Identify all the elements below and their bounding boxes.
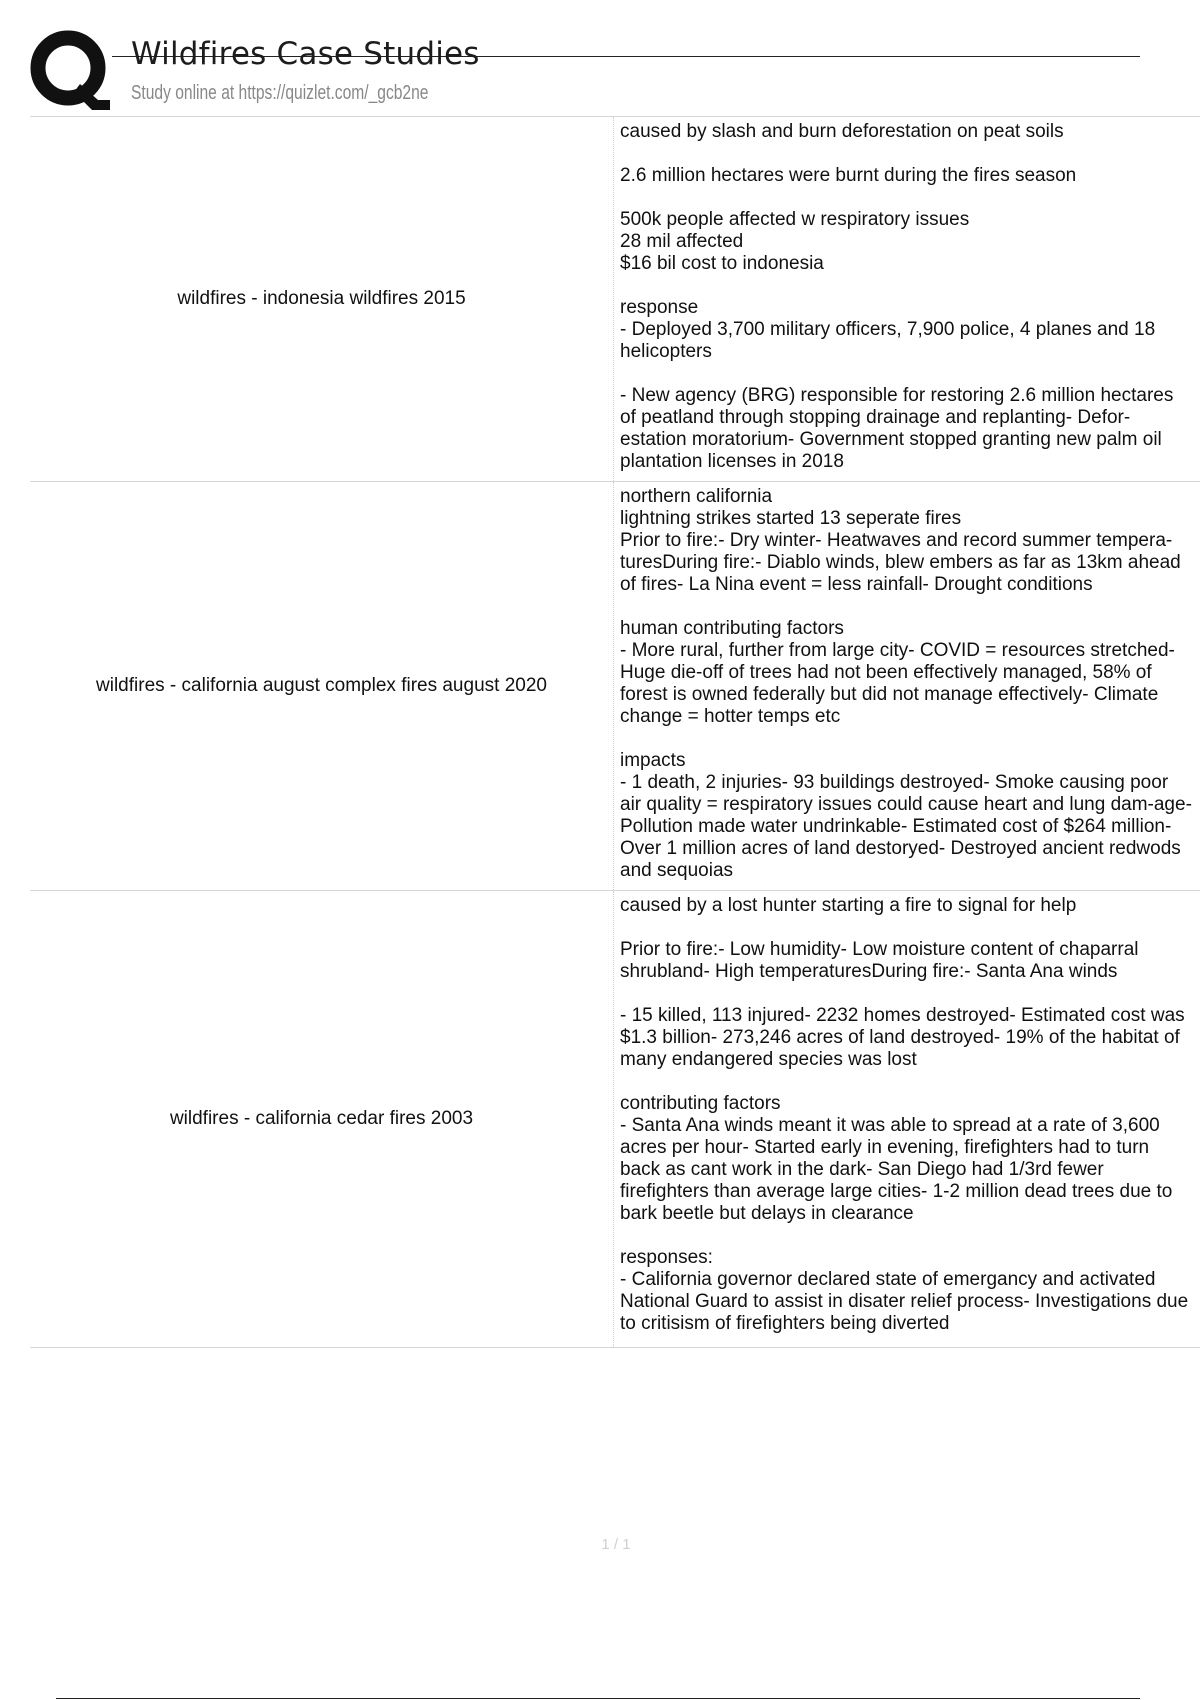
flashcard-term: wildfires - indonesia wildfires 2015: [177, 288, 466, 309]
flashcard-definition: [613, 891, 1200, 1347]
flashcard-definition-text: caused by slash and burn deforestation on peat soils 2.6 million hectares were burnt during the fires season 500k people affected w respiratory issues 28 mil affected $16 bil cost to indonesia response - Deployed 3,700 military officers, 7,900 police, 4 planes and 18 helicopters - New agency (BRG) responsible for restoring 2.6 million hectares of peatland through stopping drainage and replanting- Defor-estation moratorium- Government stopped granting new palm oil plantation licenses in 2018: [620, 121, 1174, 472]
flashcard-row: [30, 482, 1200, 891]
flashcard-term: wildfires - california august complex fires august 2020: [96, 675, 547, 696]
flashcard-term: wildfires - california cedar fires 2003: [169, 1108, 474, 1129]
quizlet-logo-icon: [30, 30, 112, 112]
document-subtitle: Study online at https://quizlet.com/_gcb2ne: [131, 82, 429, 104]
footer-rule: [56, 1698, 1140, 1699]
flashcard-definition-text: northern california lightning strikes started 13 seperate fires Prior to fire:- Dry winter- Heatwaves and record summer tempera-turesDuring fire:- Diablo winds, blew embers as far as 13km ahead of fires- La Nina event = less rainfall- Drought conditions human contributing factors - More rural, further from large city- COVID = resources stretched-Huge die-off of trees had not been effectively managed, 58% of forest is owned federally but did not manage effectively- Climate change = hotter temps etc impacts - 1 death, 2 injuries- 93 buildings destroyed- Smoke causing poor air quality = respiratory issues could cause heart and lung dam-age- Pollution made water undrinkable- Estimated cost of $264 million- Over 1 million acres of land destoryed- Destroyed ancient redwods and sequoias: [620, 486, 1192, 881]
flashcard-definition-text: caused by a lost hunter starting a fire to signal for help Prior to fire:- Low humidity- Low moisture content of chaparral shrubland- High temperaturesDuring fire:- Santa Ana winds - 15 killed, 113 injured- 2232 homes destroyed- Estimated cost was $1.3 billion- 273,246 acres of land destroyed- 19% of the habitat of many endangered species was lost contributing factors - Santa Ana winds meant it was able to spread at a rate of 3,600 acres per hour- Started early in evening, firefighters had to turn back as cant work in the dark- San Diego had 1/3rd fewer firefighters than average large cities- 1-2 million dead trees due to bark beetle but delays in clearance responses: - California governor declared state of emergancy and activated National Guard to assist in disater relief process- Investigations due to critisism of firefighters being diverted: [620, 895, 1189, 1334]
document-title: Wildfires Case Studies: [131, 36, 480, 72]
flashcard-definition: [613, 117, 1200, 481]
flashcard-row: [30, 891, 1200, 1348]
page-number: 1 / 1: [601, 1536, 631, 1553]
flashcard-list: [30, 116, 1200, 1348]
flashcard-definition: [613, 482, 1200, 890]
flashcard-row: [30, 116, 1200, 482]
